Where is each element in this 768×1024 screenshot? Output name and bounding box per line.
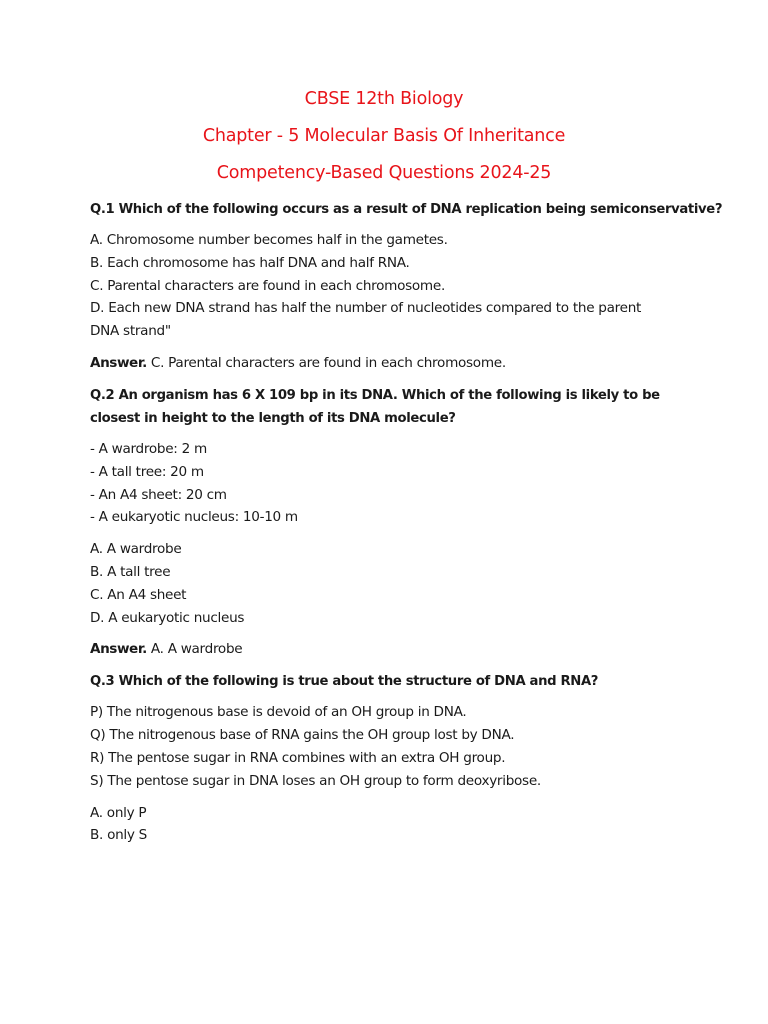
section-title: Competency-Based Questions 2024-25 [216, 163, 552, 183]
chapter-title: Chapter - 5 Molecular Basis Of Inheritance [202, 126, 566, 146]
option-item: B. only S [90, 827, 147, 844]
list-item: - A eukaryotic nucleus: 10-10 m [90, 509, 298, 526]
option-item: A. Chromosome number becomes half in the gametes. [90, 232, 448, 248]
answer-text: C. Parental characters are found in each chromosome. [150, 354, 506, 371]
statement-item: S) The pentose sugar in DNA loses an OH group to form deoxyribose. [90, 772, 541, 789]
question-3-options [90, 802, 678, 848]
question-2-options [90, 538, 678, 629]
option-item: A. A wardrobe [90, 541, 182, 558]
doc-title: CBSE 12th Biology [304, 89, 464, 109]
option-item: B. A tall tree [90, 563, 171, 580]
question-2-items [90, 438, 678, 529]
question-3-statements [90, 701, 678, 792]
question-1: Q.1 Which of the following occurs as a result of DNA replication being semiconservative? [90, 202, 723, 217]
option-item: C. An A4 sheet [90, 586, 187, 603]
answer-label: Answer. [90, 354, 147, 371]
option-item: D. A eukaryotic nucleus [90, 609, 245, 626]
statement-item: R) The pentose sugar in RNA combines with an extra OH group. [90, 749, 506, 766]
option-item: A. only P [90, 804, 147, 821]
question-3: Q.3 Which of the following is true about the structure of DNA and RNA? [90, 674, 599, 690]
statement-item: P) The nitrogenous base is devoid of an OH group in DNA. [90, 704, 467, 721]
list-item: - A tall tree: 20 m [90, 463, 204, 480]
option-item: C. Parental characters are found in each chromosome. [90, 277, 445, 294]
question-1-answer [90, 352, 678, 374]
question-1-options [90, 229, 678, 343]
option-item: D. Each new DNA strand has half the number of nucleotides compared to the parent [90, 300, 642, 317]
statement-item: Q) The nitrogenous base of RNA gains the OH group lost by DNA. [90, 727, 515, 744]
answer-text: A. A wardrobe [150, 641, 243, 658]
question-2: Q.2 An organism has 6 X 109 bp in its DNA. Which of the following is likely to be closest in height to the length of its DNA molecule? [90, 387, 660, 426]
list-item: - An A4 sheet: 20 cm [90, 486, 227, 503]
answer-label: Answer. [90, 641, 147, 658]
option-item: DNA strand" [90, 323, 171, 340]
question-2-answer [90, 638, 678, 660]
option-item: B. Each chromosome has half DNA and half RNA. [90, 254, 410, 271]
list-item: - A wardrobe: 2 m [90, 440, 207, 457]
